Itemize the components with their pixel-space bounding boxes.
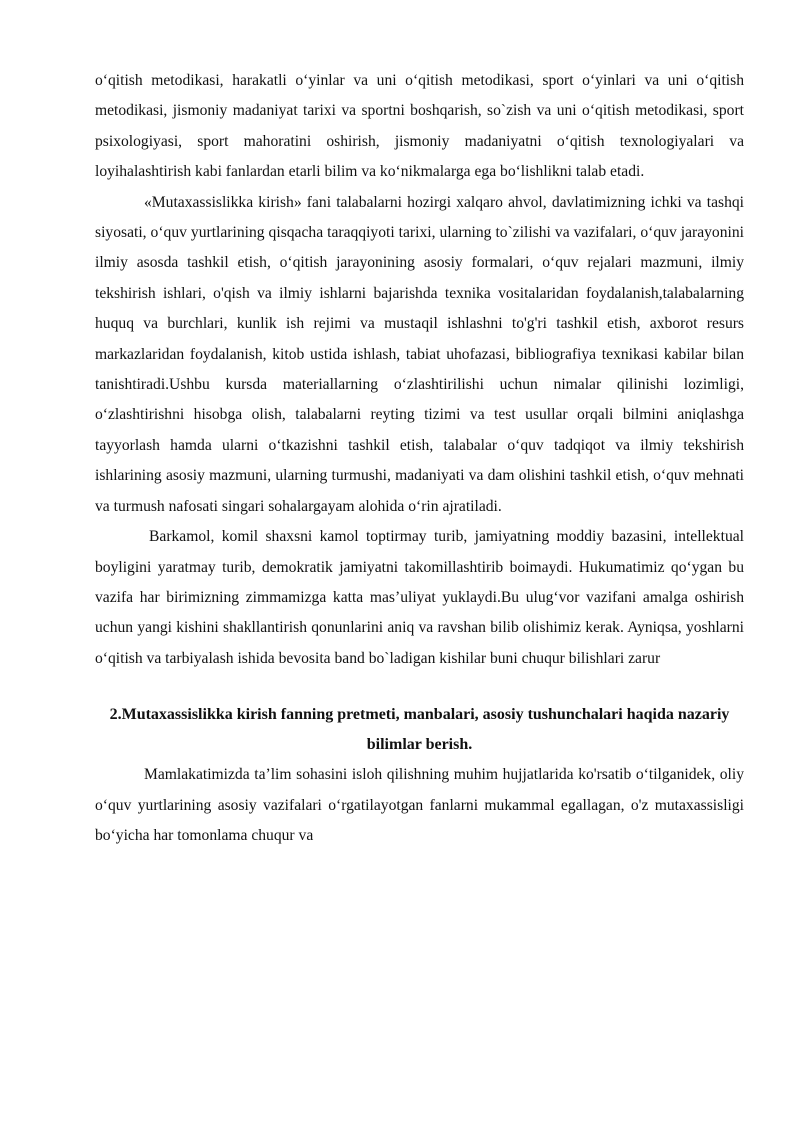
paragraph-barkamol: Barkamol, komil shaxsni kamol toptirmay turib, jamiyatning moddiy bazasini, intellektual boyligini yaratmay turib, demokratik jamiyatni takomillashtirib boimaydi. Hukumatimiz qo‘ygan bu vazifa har birimizning zimmamizga katta mas’uliyat yuklaydi.Bu ulug‘vor vazifani amalga oshirish uchun yangi kishini shakllantirish qonunlarini aniq va ravshan bilib olishimiz kerak. Ayniqsa, yoshlarni o‘qitish va tarbiyalash ishida bevosita band bo`ladigan kishilar buni chuqur bilishlari zarur (95, 528, 744, 667)
paragraph-course-description: «Mutaxassislikka kirish» fani talabalarni hozirgi xalqaro ahvol, davlatimizning ichki va tashqi siyosati, o‘quv yurtlarining qisqacha taraqqiyoti tarixi, ularning to`zilishi va vazifalari, o‘quv jarayonini ilmiy asosda tashkil etish, o‘qitish jarayonining asosiy formalari, o‘quv rejalari mazmuni, ilmiy tekshirish ishlari, o'qish va ilmiy ishlarni bajarishda texnika vositalaridan foydalanish,talabalarning huquq va burchlari, kunlik ish rejimi va mustaqil ishlashni to'g'ri tashkil etish, axborot resurs markazlaridan foydalanish, kitob ustida ishlash, tabiat uhofazasi, bibliografiya texnikasi kabilar bilan tanishtiradi.Ushbu kursda materiallarning o‘zlashtirilishi uchun nimalar qilinishi lozimligi, o‘zlashtirishni hisobga olish, talabalarni reyting tizimi va test usullar orqali bilmini aniqlashga tayyorlash hamda ularni o‘tkazishni tashkil etish, talabalar o‘quv tadqiqot va ilmiy tekshirish ishlarining asosiy mazmuni, ularning turmushi, madaniyati va dam olishini tashkil etish, o‘quv mehnati va turmush nafosati singari sohalargayam alohida o‘rin ajratiladi. (95, 193, 744, 515)
paragraph-continuation: o‘qitish metodikasi, harakatli o‘yinlar va uni o‘qitish metodikasi, sport o‘yinlari va uni o‘qitish metodikasi, jismoniy madaniyat tarixi va sportni boshqarish, so`zish va uni o‘qitish metodikasi, sport psixologiyasi, sport mahoratini oshirish, jismoniy madaniyatni o‘qitish texnologiyalari va loyihalashtirish kabi fanlardan etarli bilim va ko‘nikmalarga ega bo‘lishlikni talab etadi. (95, 72, 744, 181)
section-heading: 2.Mutaxassislikka kirish fanning pretmeti, manbalari, asosiy tushunchalari haqida nazariy bilimlar berish. (109, 706, 730, 754)
paragraph-closing: Mamlakatimizda ta’lim sohasini isloh qilishning muhim hujjatlarida ko'rsatib o‘tilganidek, oliy o‘quv yurtlarining asosiy vazifalari o‘rgatilayotgan fanlarni mukammal egallagan, o'z mutaxassisligi bo‘yicha har tomonlama chuqur va (95, 766, 744, 844)
